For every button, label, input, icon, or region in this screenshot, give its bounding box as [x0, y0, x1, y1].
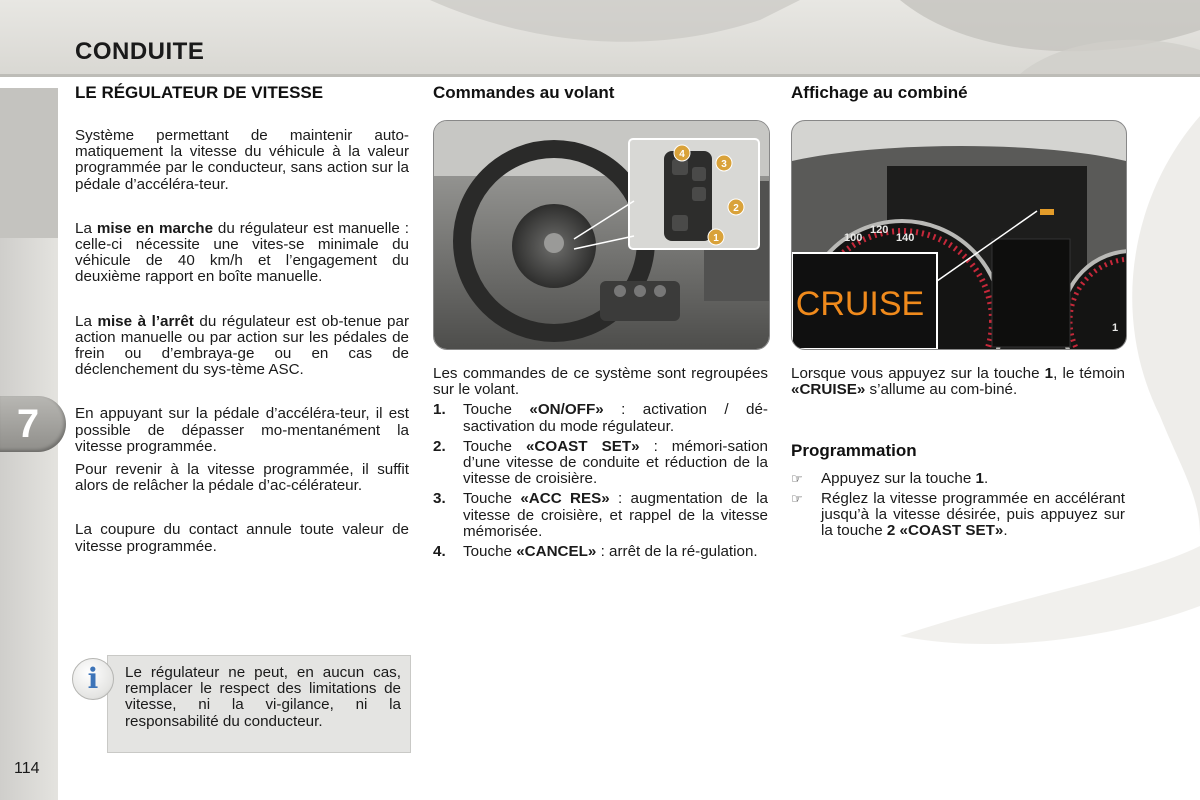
page-number: 114: [14, 760, 40, 777]
info-box: [87, 655, 411, 753]
column-regulateur: [75, 82, 409, 555]
command-list: [433, 402, 768, 560]
info-icon: i: [72, 658, 114, 700]
command-item-coast-set: 2. Touche «COAST SET» : mémori-sation d’une vitesse de conduite et réduction de la vitesse de croisière.: [433, 437, 769, 488]
pointing-hand-icon: ☞: [791, 471, 803, 487]
step-item: ☞ Réglez la vitesse programmée en accélérant jusqu’à la vitesse désirée, puis appuyez sur la touche 2 «COAST SET».: [791, 489, 1125, 540]
gauge-label-100: 100: [844, 232, 863, 244]
command-item-cancel: 4. Touche «CANCEL» : arrêt de la ré-gulation.: [433, 543, 758, 561]
photo-label-4: 4: [679, 149, 685, 160]
command-item-on-off: 1. Touche «ON/OFF» : activation / dé-sactivation du mode régulateur.: [433, 401, 768, 435]
info-text: Le régulateur ne peut, en aucun cas, remplacer le respect des limitations de vitesse, ni la vi-gilance, ni la responsabilité du conducteur.: [125, 664, 401, 730]
instrument-cluster-photo: [791, 120, 1127, 350]
paragraph-mise-a-l-arret: La mise à l’arrêt du régulateur est ob-tenue par action manuelle ou par action sur les pédales de frein ou d’embraya-ge ou en cas de déclenchement du sys-tème ASC.: [75, 312, 410, 379]
photo-label-1: 1: [713, 233, 719, 244]
page-title: CONDUITE: [75, 38, 205, 65]
paragraph-intro: Système permettant de maintenir auto-matiquement la vitesse du véhicule à la valeur programmée par le conducteur, sans action sur la pédale d’accéléra-teur.: [75, 127, 409, 193]
section-heading-affichage: Affichage au combiné: [791, 83, 968, 102]
paragraph-depassement: En appuyant sur la pédale d’accéléra-teur, il est possible de dépasser mo-mentanément la vitesse programmée.: [75, 405, 409, 455]
paragraph-coupure-contact: La coupure du contact annule toute valeur de vitesse programmée.: [75, 521, 409, 555]
page-header: [0, 0, 1200, 77]
section-heading-regulateur: LE RÉGULATEUR DE VITESSE: [75, 83, 324, 102]
steering-wheel-photo: [433, 120, 770, 350]
paragraph-affichage: Lorsque vous appuyez sur la touche 1, le témoin «CRUISE» s’allume au com-biné.: [791, 365, 1125, 399]
command-item-acc-res: 3. Touche «ACC RES» : augmentation de la vitesse de croisière, et rappel de la vitesse mémorisée.: [433, 490, 768, 540]
programmation-steps: [791, 471, 1125, 539]
column-affichage: [791, 82, 1125, 539]
photo-label-2: 2: [733, 203, 739, 214]
paragraph-mise-en-marche: La mise en marche du régulateur est manuelle : celle-ci nécessite une vites-se minimale du véhicule de 40 km/h et l’engagement du deuxième rapport en boîte manuelle.: [75, 219, 409, 286]
left-margin-band-top: [0, 88, 58, 238]
column-commandes: [433, 82, 768, 560]
section-heading-programmation: Programmation: [791, 441, 917, 461]
pointing-hand-icon: ☞: [791, 490, 803, 506]
gauge-label-140: 140: [896, 232, 915, 244]
paragraph-commandes-intro: Les commandes de ce système sont regroupées sur le volant.: [433, 365, 768, 399]
chapter-tab[interactable]: 7: [0, 396, 66, 452]
paragraph-retour-vitesse: Pour revenir à la vitesse programmée, il suffit alors de relâcher la pédale d’ac-célérateur.: [75, 461, 409, 495]
step-item: ☞ Appuyez sur la touche 1.: [791, 470, 989, 488]
section-heading-commandes: Commandes au volant: [433, 83, 615, 102]
gauge-label-120: 120: [870, 224, 889, 236]
photo-label-3: 3: [721, 159, 727, 170]
cruise-indicator: CRUISE: [795, 285, 925, 323]
gauge-label-1: 1: [1112, 322, 1119, 334]
